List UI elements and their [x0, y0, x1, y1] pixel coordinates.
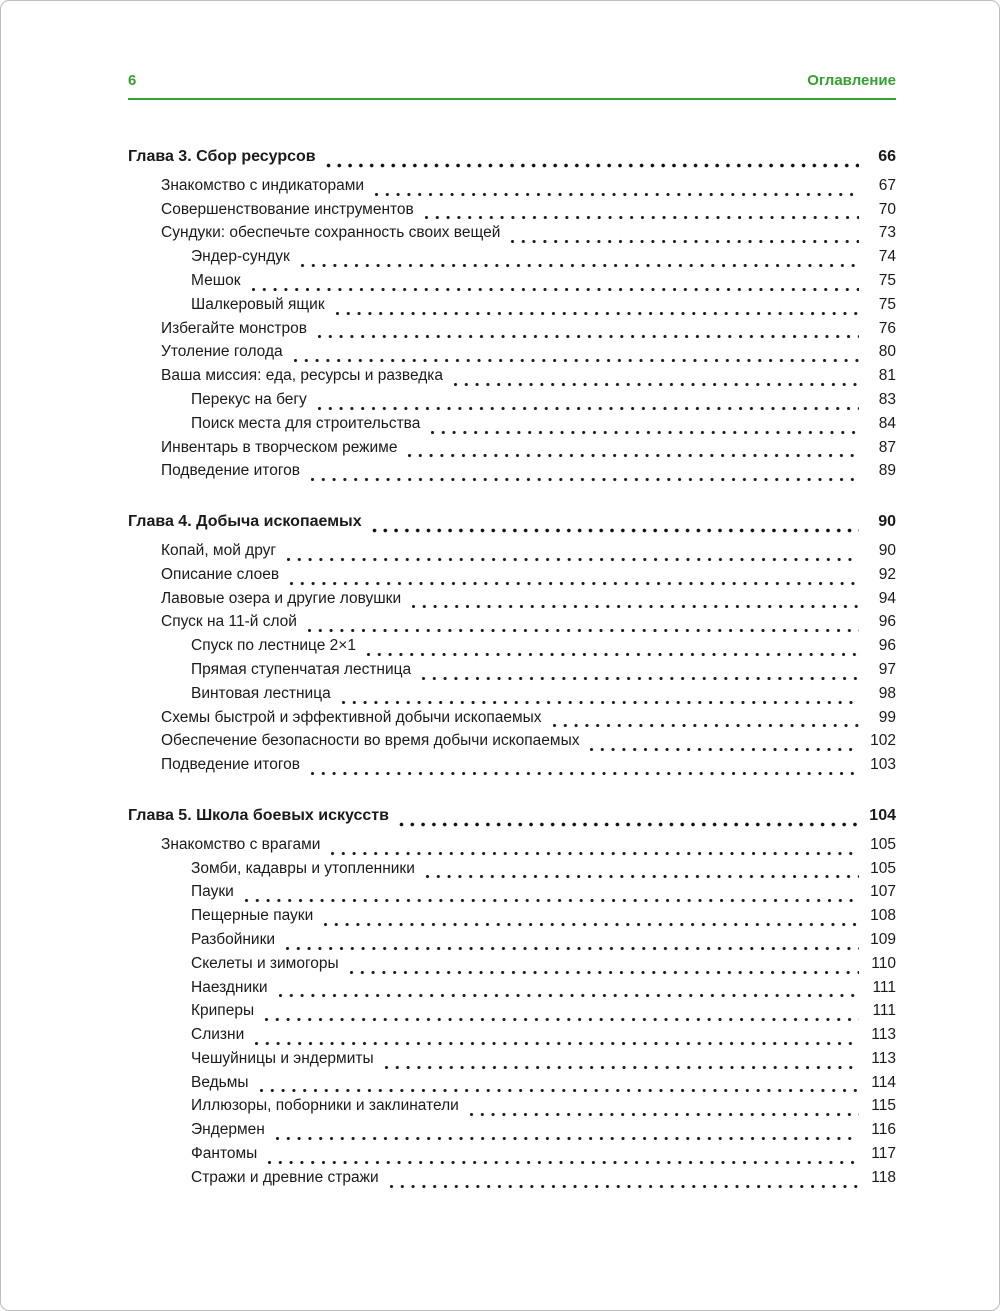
toc-entry-row: [128, 1074, 896, 1098]
toc-entry-row: [128, 542, 896, 566]
toc-page-number: 67: [878, 176, 896, 194]
toc-page-number: 97: [878, 660, 896, 678]
toc-entry-title: Скелеты и зимогоры: [191, 954, 339, 972]
toc-entry-row: [128, 1026, 896, 1050]
toc-entry-row: [128, 709, 896, 733]
toc-page-number: 75: [878, 271, 896, 289]
header-rule: [128, 98, 896, 100]
dot-leader: [421, 676, 859, 681]
toc-entry-title: Пауки: [191, 883, 234, 901]
toc-page-number: 74: [878, 248, 896, 266]
toc-entry-row: [128, 248, 896, 272]
toc-page-number: 90: [878, 513, 896, 531]
toc-page-number: 114: [871, 1073, 896, 1091]
toc-page-number: 118: [871, 1168, 896, 1186]
toc-page-number: 105: [870, 859, 896, 877]
dot-leader: [275, 1136, 859, 1141]
toc-page-number: 99: [878, 708, 896, 726]
page-header: [128, 71, 896, 98]
toc-entry-title: Пещерные пауки: [191, 907, 314, 925]
toc-page-number: 92: [878, 565, 896, 583]
dot-leader: [285, 946, 859, 951]
toc-entry-row: [128, 661, 896, 685]
dot-leader: [399, 822, 859, 827]
dot-leader: [349, 970, 859, 975]
toc-entry-title: Сундуки: обеспечьте сохранность своих вещей: [161, 224, 501, 242]
toc-entry-title: Инвентарь в творческом режиме: [161, 438, 398, 456]
dot-leader: [326, 163, 859, 168]
toc-page-number: 87: [878, 438, 896, 456]
dot-leader: [307, 628, 859, 633]
toc-entry-title: Фантомы: [191, 1145, 258, 1163]
toc-entry-row: [128, 343, 896, 367]
toc-entry-row: [128, 756, 896, 780]
toc-entry-row: [128, 391, 896, 415]
toc-entry-row: [128, 1121, 896, 1145]
dot-leader: [453, 382, 859, 387]
dot-leader: [407, 453, 859, 458]
toc-page-number: 90: [878, 541, 896, 559]
toc-entry-row: [128, 685, 896, 709]
toc-entry-title: Избегайте монстров: [161, 319, 308, 337]
toc-entry-title: Знакомство с индикаторами: [161, 176, 365, 194]
toc-entry-title: Обеспечение безопасности во время добычи ископаемых: [161, 732, 580, 750]
toc-entry-title: Подведение итогов: [161, 756, 300, 774]
dot-leader: [286, 557, 859, 562]
toc-chapter-title: Глава 3. Сбор ресурсов: [128, 148, 316, 165]
dot-leader: [335, 311, 859, 316]
dot-leader: [254, 1041, 859, 1046]
toc-page-number: 110: [871, 954, 896, 972]
toc-entry-title: Совершенствование инструментов: [161, 200, 414, 218]
toc-page-number: 116: [871, 1121, 896, 1139]
toc-entry-row: [128, 907, 896, 931]
toc-page-number: 108: [870, 907, 896, 925]
toc-entry-title: Шалкеровый ящик: [191, 295, 325, 313]
toc-entry-title: Подведение итогов: [161, 462, 300, 480]
toc-page-number: 96: [878, 613, 896, 631]
toc-entry-row: [128, 224, 896, 248]
toc-list: [128, 148, 896, 1193]
dot-leader: [251, 287, 859, 292]
dot-leader: [317, 334, 859, 339]
dot-leader: [317, 406, 859, 411]
toc-entry-row: [128, 1002, 896, 1026]
dot-leader: [425, 874, 859, 879]
dot-leader: [469, 1112, 859, 1117]
toc-page-number: 103: [870, 756, 896, 774]
toc-entry-row: [128, 836, 896, 860]
toc-entry-row: [128, 320, 896, 344]
toc-entry-title: Наездники: [191, 978, 268, 996]
toc-entry-title: Схемы быстрой и эффективной добычи ископаемых: [161, 708, 542, 726]
toc-page-number: 111: [872, 1002, 896, 1020]
toc-entry-row: [128, 1145, 896, 1169]
dot-leader: [389, 1184, 859, 1189]
toc-page-number: 104: [869, 806, 896, 824]
toc-page-number: 66: [878, 148, 896, 165]
toc-entry-row: [128, 1097, 896, 1121]
dot-leader: [278, 993, 859, 998]
dot-leader: [264, 1017, 859, 1022]
toc-entry-title: Винтовая лестница: [191, 684, 331, 702]
toc-entry-row: [128, 177, 896, 201]
toc-entry-title: Мешок: [191, 271, 241, 289]
dot-leader: [244, 898, 859, 903]
toc-entry-title: Перекус на бегу: [191, 390, 307, 408]
toc-entry-row: [128, 462, 896, 486]
toc-entry-row: [128, 590, 896, 614]
dot-leader: [372, 528, 859, 533]
toc-entry-row: [128, 1169, 896, 1193]
toc-entry-title: Ваша миссия: еда, ресурсы и разведка: [161, 367, 444, 385]
header-title: Оглавление: [807, 72, 896, 89]
toc-chapter-title: Глава 4. Добыча ископаемых: [128, 513, 362, 531]
toc-entry-title: Утоление голода: [161, 343, 283, 361]
toc-page-number: 96: [878, 637, 896, 655]
toc-page-number: 83: [878, 390, 896, 408]
toc-entry-row: [128, 272, 896, 296]
dot-leader: [411, 604, 859, 609]
toc-entry-title: Разбойники: [191, 930, 276, 948]
toc-page-number: 81: [878, 367, 896, 385]
toc-entry-row: [128, 860, 896, 884]
toc-entry-title: Спуск на 11-й слой: [161, 613, 297, 631]
toc-page-number: 84: [878, 414, 896, 432]
toc-page-number: 107: [870, 883, 896, 901]
toc-page-number: 73: [878, 224, 896, 242]
dot-leader: [510, 239, 859, 244]
toc-entry-title: Эндер-сундук: [191, 248, 290, 266]
toc-entry-row: [128, 979, 896, 1003]
toc-page-number: 80: [878, 343, 896, 361]
toc-entry-row: [128, 637, 896, 661]
toc-entry-row: [128, 566, 896, 590]
toc-page-number: 102: [870, 732, 896, 750]
toc-page-number: 115: [871, 1097, 896, 1115]
toc-chapter-row: [128, 148, 896, 172]
toc-entry-row: [128, 883, 896, 907]
toc-entry-title: Копай, мой друг: [161, 541, 277, 559]
dot-leader: [323, 922, 859, 927]
dot-leader: [289, 581, 859, 586]
toc-entry-title: Стражи и древние стражи: [191, 1168, 379, 1186]
toc-entry-row: [128, 931, 896, 955]
toc-entry-row: [128, 296, 896, 320]
toc-page-number: 70: [878, 200, 896, 218]
toc-entry-title: Чешуйницы и эндермиты: [191, 1049, 374, 1067]
toc-entry-title: Прямая ступенчатая лестница: [191, 660, 412, 678]
dot-leader: [430, 430, 859, 435]
toc-entry-row: [128, 415, 896, 439]
toc-entry-title: Криперы: [191, 1002, 255, 1020]
toc-chapter-row: [128, 513, 896, 537]
page-content: [128, 71, 896, 1193]
toc-page-number: 113: [871, 1026, 896, 1044]
toc-entry-row: [128, 613, 896, 637]
toc-page-number: 113: [871, 1049, 896, 1067]
toc-page-number: 89: [878, 462, 896, 480]
dot-leader: [589, 747, 859, 752]
toc-entry-title: Иллюзоры, поборники и заклинатели: [191, 1097, 459, 1115]
dot-leader: [341, 700, 859, 705]
toc-entry-row: [128, 367, 896, 391]
toc-entry-title: Слизни: [191, 1026, 245, 1044]
dot-leader: [310, 771, 859, 776]
dot-leader: [267, 1160, 859, 1165]
page-number: 6: [128, 72, 137, 89]
dot-leader: [330, 851, 859, 856]
toc-entry-title: Лавовые озера и другие ловушки: [161, 589, 402, 607]
dot-leader: [310, 477, 859, 482]
toc-page-number: 76: [878, 319, 896, 337]
toc-entry-title: Знакомство с врагами: [161, 835, 321, 853]
toc-chapter-row: [128, 807, 896, 831]
toc-entry-title: Зомби, кадавры и утопленники: [191, 859, 415, 877]
toc-page-number: 105: [870, 835, 896, 853]
toc-page-number: 98: [878, 684, 896, 702]
toc-page-number: 94: [878, 589, 896, 607]
dot-leader: [293, 358, 859, 363]
toc-entry-row: [128, 732, 896, 756]
dot-leader: [424, 215, 859, 220]
toc-entry-row: [128, 439, 896, 463]
toc-page-number: 75: [878, 295, 896, 313]
toc-page-number: 117: [871, 1145, 896, 1163]
toc-entry-title: Поиск места для строительства: [191, 414, 421, 432]
toc-page-number: 111: [872, 978, 896, 996]
toc-entry-row: [128, 955, 896, 979]
dot-leader: [259, 1088, 859, 1093]
dot-leader: [300, 263, 859, 268]
toc-entry-title: Спуск по лестнице 2×1: [191, 637, 356, 655]
toc-entry-title: Описание слоев: [161, 565, 280, 583]
toc-page-number: 109: [870, 930, 896, 948]
dot-leader: [384, 1065, 859, 1070]
toc-entry-row: [128, 1050, 896, 1074]
toc-chapter-title: Глава 5. Школа боевых искусств: [128, 806, 389, 824]
dot-leader: [374, 192, 859, 197]
toc-entry-title: Ведьмы: [191, 1073, 249, 1091]
dot-leader: [366, 652, 859, 657]
dot-leader: [552, 723, 859, 728]
toc-entry-title: Эндермен: [191, 1121, 265, 1139]
toc-entry-row: [128, 201, 896, 225]
